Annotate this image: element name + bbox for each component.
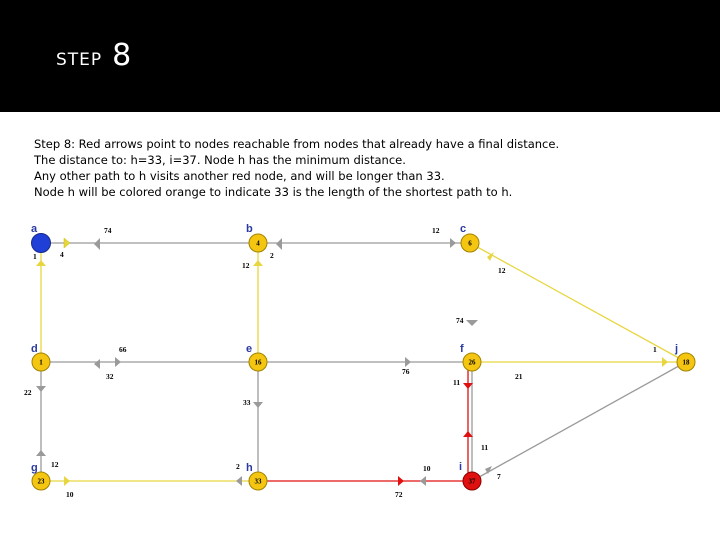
arrow-yellow [253,260,263,266]
arrow-gray [36,386,46,392]
weight-label: 11 [481,443,489,452]
title-step-number: 8 [112,38,132,73]
weight-label: 76 [402,367,410,376]
node-b [246,223,267,252]
weight-label: 4 [60,250,64,259]
description-line-1: Step 8: Red arrows point to nodes reachable from nodes that already have a final distance. [34,137,560,151]
weight-label: 66 [119,345,127,354]
node-i-value: 37 [468,477,476,486]
arrow-gray [450,238,456,248]
node-h-value: 33 [254,477,262,486]
node-j-label: j [675,343,679,355]
graph-nodes [31,223,695,490]
node-j-value: 18 [682,358,690,367]
arrow-gray [253,402,263,408]
arrow-gray [94,238,100,250]
weight-label: 12 [498,266,506,275]
description-line-4: Node h will be colored orange to indicate 33 is the length of the shortest path to h. [34,185,513,199]
weight-label: 1 [33,252,37,261]
node-g-label: g [31,462,38,474]
node-i-label: i [459,461,463,473]
arrow-gray [94,359,100,369]
node-c [460,223,479,252]
arrow-yellow [64,476,70,486]
node-f-value: 26 [468,358,476,367]
weight-label: 21 [515,372,523,381]
node-c-value: 6 [468,239,472,248]
edge-j-i [472,362,686,481]
weight-label: 74 [456,316,464,325]
graph-edges [41,243,686,481]
node-f [460,343,481,371]
arrow-gray [115,357,121,367]
arrow-red [398,476,404,486]
node-a-label: a [31,223,38,235]
arrow-gray [405,357,411,367]
weight-label: 22 [24,388,32,397]
arrow-gray [36,450,46,456]
slide-body [0,112,720,540]
node-e [246,343,267,371]
node-b-value: 4 [256,239,260,248]
weight-label: 12 [432,226,440,235]
node-f-label: f [460,343,464,355]
arrow-yellow [64,238,70,248]
arrow-yellow [36,260,46,266]
node-g-value: 23 [37,477,45,486]
weight-label: 33 [243,398,251,407]
arrow-yellow [662,357,668,367]
description-line-2: The distance to: h=33, i=37. Node h has the minimum distance. [34,153,406,167]
weight-label: 32 [106,372,114,381]
node-c-label: c [460,223,467,235]
node-h [246,462,267,490]
node-h-label: h [246,462,253,474]
weight-label: 10 [423,464,431,473]
arrow-gray [236,476,242,486]
graph-diagram [0,112,720,540]
weight-label: 12 [51,460,59,469]
weight-label: 7 [497,472,501,481]
weight-label: 11 [453,378,461,387]
title-step-word: STEP [56,50,103,70]
node-a-circle [32,234,51,253]
node-i [459,461,481,490]
weight-label: 2 [236,462,240,471]
slide-title [56,38,131,73]
description-line-3: Any other path to h visits another red node, and will be longer than 33. [34,169,445,183]
arrow-gray [276,238,282,250]
weight-label: 74 [104,226,112,235]
node-a [31,223,51,253]
node-e-value: 16 [254,358,262,367]
node-b-label: b [246,223,253,235]
weight-label: 1 [653,345,657,354]
node-e-label: e [246,343,253,355]
weight-label: 12 [242,261,250,270]
node-d-value: 1 [39,358,43,367]
arrow-gray [420,476,426,486]
weight-label: 10 [66,490,74,499]
weight-label: 2 [270,251,274,260]
node-d-label: d [31,343,38,355]
arrow-gray [466,320,478,326]
weight-label: 72 [395,490,403,499]
